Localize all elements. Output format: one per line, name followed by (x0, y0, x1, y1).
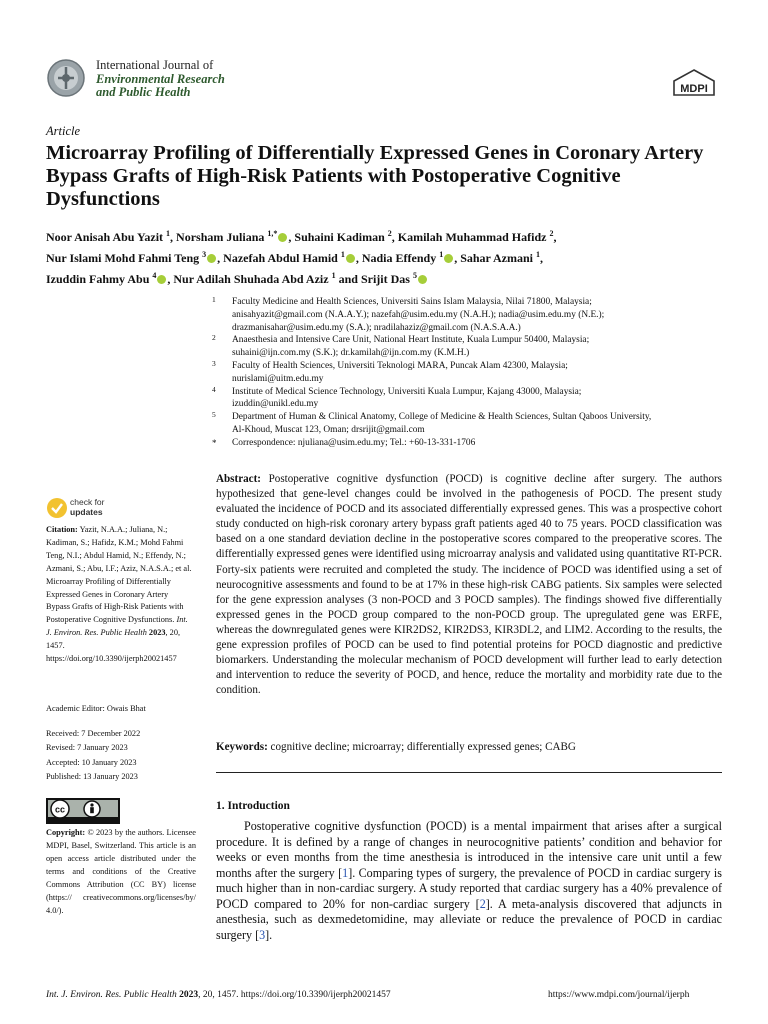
intro-text-b: ]. Comparing types of surgery, the prevalence of POCD in cardiac surgery is much higher than in non-cardiac surgery. A study reported that cardiac surgery has a 40% prevalence of POCD compared to 20% for non-cardiac surgery [ (216, 865, 722, 911)
citation-journal: Int. J. Environ. Res. Public Health (46, 615, 188, 638)
journal-name-line2: Environmental Research (96, 71, 225, 86)
author-affiliation-marker: 5 (412, 271, 417, 280)
author-separator: , (355, 251, 362, 265)
affiliation-number: 2 (212, 333, 216, 343)
affiliation-item (212, 360, 724, 386)
author-name: Sahar Azmani (460, 251, 533, 265)
author-name: Izuddin Fahmy Abu (46, 272, 150, 286)
intro-text-c: ]. A meta-analysis discovered that adjuncts in anesthesia, such as dexmedetomidine, may alleviate or reduce the prevalence of POCD in cardiac surgery [ (216, 896, 723, 942)
affiliation-number: 3 (212, 358, 216, 368)
cc-by-license-icon[interactable] (46, 798, 120, 824)
orcid-icon[interactable] (418, 275, 427, 284)
reference-link-2[interactable]: 2 (479, 896, 486, 911)
author-separator: , (167, 272, 174, 286)
affiliation-line: suhaini@ijn.com.my (S.K.); dr.kamilah@ijn.com.my (K.M.H.) (232, 348, 470, 359)
correspondence-marker: * (212, 437, 217, 448)
orcid-icon[interactable] (444, 254, 453, 263)
author-separator: , (391, 230, 398, 244)
footer-year: 2023 (179, 990, 199, 1000)
citation-year: 2023 (148, 628, 166, 638)
author-separator: , (217, 251, 224, 265)
reference-link-1[interactable]: 1 (342, 865, 349, 880)
author-affiliation-marker: 1 (331, 271, 336, 280)
author-affiliation-marker: 1 (439, 250, 444, 259)
reference-link-3[interactable]: 3 (259, 927, 266, 942)
citation-block (46, 524, 194, 666)
affiliation-line: Al-Khoud, Muscat 123, Oman; drsrijit@gmail.com (232, 424, 425, 435)
journal-name-line3: and Public Health (96, 85, 191, 99)
author-affiliation-marker: 1 (535, 250, 540, 259)
intro-text-d: ]. (265, 927, 273, 942)
author-affiliation-marker: 1 (340, 250, 345, 259)
affiliations (212, 296, 724, 450)
date-published: Published: 13 January 2023 (46, 772, 138, 782)
affiliation-line: Faculty Medicine and Health Sciences, Universiti Sains Islam Malaysia, Nilai 71800, Malaysia; (232, 297, 592, 307)
footer-journal: Int. J. Environ. Res. Public Health (46, 990, 177, 1000)
copyright-text: © 2023 by the authors. Licensee MDPI, Basel, Switzerland. This article is an open access article distributed under the terms and conditions of the Creative Commons Attribution (CC BY) license (https:// creativecommons.org/licenses/by/ 4.0/). (46, 828, 196, 915)
journal-logo-icon (46, 58, 86, 98)
citation-text: Yazit, N.A.A.; Juliana, N.; Kadiman, S.; Hafidz, K.M.; Mohd Fahmi Teng, N.I.; Abdul Hamid, N.; Effendy, N.; Azmani, S.; Abu, I.F.; Aziz, N.A.S.A.; et al. Microarray Profiling of Differentially Expressed Genes in Coronary Artery Bypass Grafts of High-Risk Patients with Postoperative Cognitive Dysfunctions. (46, 525, 192, 625)
author-separator: , (539, 251, 543, 265)
date-accepted: Accepted: 10 January 2023 (46, 757, 137, 767)
correspondence-text: Correspondence: njuliana@usim.edu.my; Tel.: +60-13-331-1706 (232, 437, 476, 448)
author-affiliation-marker: 3 (202, 250, 207, 259)
affiliation-line: izuddin@unikl.edu.my (232, 399, 319, 410)
author-separator: , (288, 230, 295, 244)
section-divider (216, 772, 722, 773)
affiliation-line: Faculty of Health Sciences, Universiti Teknologi MARA, Puncak Alam 42300, Malaysia; (232, 360, 568, 371)
publisher-name: MDPI (680, 83, 708, 95)
affiliation-line: Anaesthesia and Intensive Care Unit, National Heart Institute, Kuala Lumpur 50400, Malaysia; (232, 335, 590, 346)
author-name: Nazefah Abdul Hamid (223, 251, 338, 265)
keywords (216, 740, 722, 755)
journal-name-line1: International Journal of (96, 58, 214, 72)
author-name: Norsham Juliana (176, 230, 265, 244)
copyright-label: Copyright: (46, 828, 86, 837)
article-type: Article (46, 124, 81, 138)
affiliation-line: nurislami@uitm.edu.my (232, 373, 324, 384)
keywords-label: Keywords: (216, 741, 268, 753)
affiliation-line: Department of Human & Clinical Anatomy, College of Medicine & Health Sciences, Sultan Qaboos University, (232, 412, 652, 423)
author-affiliation-marker: 4 (152, 271, 157, 280)
publication-dates (46, 727, 140, 785)
author-name: Noor Anisah Abu Yazit (46, 230, 164, 244)
author-name: Nadia Effendy (361, 251, 437, 265)
affiliation-number: 5 (212, 410, 216, 420)
copyright-notice (46, 826, 196, 917)
author-separator: , (553, 230, 557, 244)
footer-citation (46, 990, 391, 1000)
author-affiliation-marker: 2 (387, 229, 392, 238)
orcid-icon[interactable] (278, 233, 287, 242)
author-affiliation-marker: 1,* (267, 229, 278, 238)
orcid-icon[interactable] (346, 254, 355, 263)
check-for-updates-line2: updates (70, 506, 103, 517)
citation-label: Citation: (46, 525, 78, 534)
affiliation-line: anisahyazit@gmail.com (N.A.A.Y.); nazefah@usim.edu.my (N.A.H.); nadia@usim.edu.my (N.E.); (232, 309, 605, 320)
affiliation-item (212, 334, 724, 360)
author-name: Srijit Das (360, 272, 410, 286)
check-for-updates-icon (46, 497, 68, 519)
mdpi-logo-icon (668, 68, 720, 98)
svg-text:cc: cc (54, 804, 66, 815)
intro-text-a: Postoperative cognitive dysfunction (POCD) is a mental impairment that arises after a surgical procedure. It is defined by a range of changes in neurocognitive patients’ condition and behavior for weeks or even months from the time anesthesia is introduced in the intensive care unit until a few months after the surgery [ (216, 819, 722, 880)
date-received: Received: 7 December 2022 (46, 729, 141, 738)
abstract (216, 472, 722, 698)
academic-editor: Academic Editor: Owais Bhat (46, 704, 146, 713)
keywords-text: cognitive decline; microarray; differentially expressed genes; CABG (270, 741, 576, 753)
author-name: Suhaini Kadiman (294, 230, 385, 244)
author-separator: and (335, 272, 361, 286)
abstract-text: Postoperative cognitive dysfunction (POCD) is cognitive decline after surgery. The authors hypothesized that gene-level changes could be involved in the pathogenesis of POCD. The present study evaluated the incidence of POCD and its associated differentially expressed genes. This was a prospective cohort study conducted on high-risk coronary artery bypass graft patients aged 40 to 75 years. POCD classification was based on a one standard deviation decline in the postoperative scores compared to the preoperative scores. The differentially expressed genes were identified using microarray analysis and validated using quantitative RT-PCR. Forty-six patients were recruited and completed the study. The incidence of POCD was identified using a set of neurocognitive assessments and found to be at 17% in these high-risk CABG patients. Six samples were selected for the gene expression analyses (3 non-POCD and 3 POCD samples). The findings showed five differentially expressed genes in the POCD group compared to the non-POCD group. The upregulated gene was ERFE, whereas the downregulated genes were KIR2DS2, KIR2DS3, KIR3DL2, and LIM2. According to the results, the gene expression profiles of POCD can be used to find potential proteins for POCD diagnostic and predictive biomarkers. Understanding the molecular mechanism of POCD development will further lead to early detection and intervention to reduce the severity of POCD, and hence, reduce the mortality and morbidity rate due to the condition. (216, 473, 722, 697)
affiliation-item (212, 411, 724, 437)
affiliation-number: 1 (212, 295, 216, 304)
author-name: Kamilah Muhammad Hafidz (397, 230, 547, 244)
affiliation-item (212, 296, 724, 334)
author-list (46, 225, 726, 288)
footer-doi[interactable]: , 20, 1457. https://doi.org/10.3390/ijerph20021457 (198, 990, 391, 1000)
introduction-paragraph (216, 819, 722, 943)
correspondence (212, 437, 724, 450)
author-name: Nur Islami Mohd Fahmi Teng (46, 251, 200, 265)
orcid-icon[interactable] (157, 275, 166, 284)
author-affiliation-marker: 2 (549, 229, 554, 238)
check-for-updates-badge[interactable] (46, 497, 126, 519)
orcid-icon[interactable] (207, 254, 216, 263)
affiliation-item (212, 386, 724, 412)
author-affiliation-marker: 1 (166, 229, 171, 238)
author-separator: , (454, 251, 461, 265)
journal-name (96, 59, 225, 100)
date-revised: Revised: 7 January 2023 (46, 743, 128, 753)
paper-title: Microarray Profiling of Differentially Expressed Genes in Coronary Artery Bypass Grafts of High-Risk Patients with Postoperative Cognitive Dysfunctions (46, 142, 704, 210)
footer-journal-url[interactable]: https://www.mdpi.com/journal/ijerph (548, 990, 690, 1000)
section-heading-introduction: 1. Introduction (216, 800, 290, 812)
check-for-updates-line1: check for (70, 497, 105, 507)
affiliation-number: 4 (212, 384, 216, 394)
citation-rest[interactable]: , 20, 1457. https://doi.org/10.3390/ijerph20021457 (46, 628, 181, 664)
author-separator: , (170, 230, 177, 244)
abstract-label: Abstract: (216, 473, 261, 485)
affiliation-line: drazmanisahar@usim.edu.my (S.A.); nradilahaziz@gmail.com (N.A.S.A.A.) (232, 322, 521, 333)
author-name: Nur Adilah Shuhada Abd Aziz (173, 272, 329, 286)
affiliation-line: Institute of Medical Science Technology, Universiti Kuala Lumpur, Kajang 43000, Malaysia; (232, 386, 582, 397)
